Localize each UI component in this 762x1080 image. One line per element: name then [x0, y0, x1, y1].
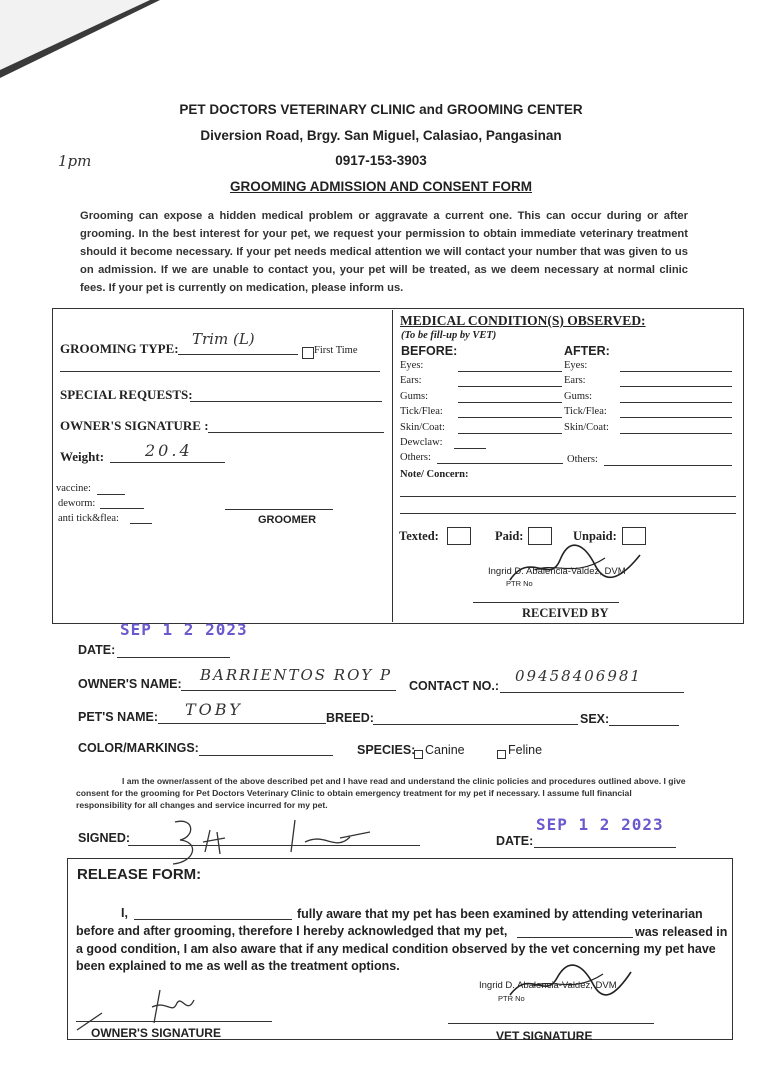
- medical-after-line[interactable]: [620, 386, 732, 387]
- medical-before-line[interactable]: [458, 433, 562, 434]
- release-text-2: before and after grooming, therefore I hereby acknowledged that my pet,: [76, 924, 508, 938]
- weight-value[interactable]: 20.4: [145, 441, 193, 460]
- release-i: I,: [121, 906, 128, 920]
- medical-before-line[interactable]: [458, 371, 562, 372]
- box-divider: [392, 310, 393, 622]
- special-requests-line[interactable]: [190, 401, 382, 402]
- date-stamp-2: SEP 1 2 2023: [536, 815, 664, 834]
- release-title: RELEASE FORM:: [77, 866, 202, 883]
- owner-signature-label: OWNER'S SIGNATURE :: [60, 418, 209, 433]
- signed-label: SIGNED:: [78, 831, 131, 845]
- groomer-line[interactable]: [225, 509, 333, 510]
- vet-stamp-1-ptr: PTR No: [506, 579, 533, 588]
- pet-name-value[interactable]: TOBY: [185, 700, 243, 719]
- deworm-label: deworm:: [58, 498, 96, 509]
- first-time-checkbox[interactable]: [302, 344, 314, 362]
- contact-line: [500, 692, 684, 693]
- grooming-type-label: GROOMING TYPE:: [60, 341, 179, 356]
- owner-name-line: [181, 690, 396, 691]
- release-name-line[interactable]: [134, 919, 292, 920]
- medical-before-label: Skin/Coat:: [400, 422, 445, 433]
- sex-label: SEX:: [580, 712, 610, 726]
- medical-before-line[interactable]: [458, 386, 562, 387]
- feline-checkbox[interactable]: [497, 746, 506, 764]
- vet-stamp-2-name: Ingrid D. Abalencia-Valdez, DVM: [479, 980, 617, 991]
- canine-checkbox[interactable]: [414, 746, 423, 764]
- owner-name-label: OWNER'S NAME:: [78, 677, 182, 691]
- vet-stamp-2-ptr: PTR No: [498, 994, 525, 1003]
- signed-date-label: DATE:: [496, 834, 534, 848]
- grooming-extra-line: [60, 371, 380, 372]
- medical-before-line[interactable]: [458, 402, 562, 403]
- date-line[interactable]: [117, 657, 230, 658]
- pet-name-line: [158, 723, 326, 724]
- first-time-label: First Time: [314, 345, 358, 356]
- vet-stamp-1-name: Ingrid D. Abalencia-Valdez, DVM: [488, 566, 626, 577]
- species-label: SPECIES:: [357, 743, 416, 757]
- feline-label: Feline: [508, 743, 543, 757]
- clinic-phone: 0917-153-3903: [335, 153, 427, 168]
- medical-before-label: Eyes:: [400, 360, 424, 371]
- clinic-address: Diversion Road, Brgy. San Miguel, Calasiao, Pangasinan: [200, 128, 562, 143]
- texted-label: Texted:: [399, 529, 439, 543]
- note-label: Note/ Concern:: [400, 469, 469, 480]
- breed-line[interactable]: [373, 724, 578, 725]
- contact-value[interactable]: 09458406981: [515, 667, 642, 685]
- unpaid-label: Unpaid:: [573, 529, 617, 543]
- page-corner-fold: [0, 0, 150, 70]
- medical-after-label: Skin/Coat:: [564, 422, 609, 433]
- medical-after-line[interactable]: [620, 402, 732, 403]
- medical-before-line[interactable]: [458, 417, 562, 418]
- vaccine-label: vaccine:: [56, 483, 91, 494]
- note-line-1[interactable]: [400, 496, 736, 497]
- antitick-label: anti tick&flea:: [58, 513, 119, 524]
- medical-after-line[interactable]: [620, 371, 732, 372]
- paid-label: Paid:: [495, 529, 524, 543]
- antitick-line[interactable]: [130, 523, 152, 524]
- owner-name-value[interactable]: BARRIENTOS ROY P: [200, 666, 393, 684]
- signed-date-line[interactable]: [534, 847, 676, 848]
- weight-line: [110, 462, 225, 463]
- after-heading: AFTER:: [564, 344, 610, 358]
- medical-after-label: Eyes:: [564, 360, 588, 371]
- release-text-5: been explained to me as well as the treatment options.: [76, 959, 400, 973]
- clinic-name: PET DOCTORS VETERINARY CLINIC and GROOMING CENTER: [179, 102, 583, 117]
- sex-line[interactable]: [609, 725, 679, 726]
- groomer-label: GROOMER: [258, 514, 317, 526]
- special-requests-label: SPECIAL REQUESTS:: [60, 387, 193, 402]
- note-line-2[interactable]: [400, 513, 736, 514]
- others-after-label: Others:: [567, 454, 598, 465]
- date-stamp-1: SEP 1 2 2023: [120, 620, 248, 639]
- release-owner-sig-label: OWNER'S SIGNATURE: [91, 1026, 221, 1040]
- medical-before-label: Tick/Flea:: [400, 406, 443, 417]
- vaccine-line[interactable]: [97, 494, 125, 495]
- medical-subtitle: (To be fill-up by VET): [401, 330, 497, 341]
- medical-before-label: Gums:: [400, 391, 429, 402]
- dewclaw-line[interactable]: [454, 448, 486, 449]
- received-by-line[interactable]: [473, 602, 619, 603]
- grooming-type-value[interactable]: Trim (L): [192, 330, 255, 348]
- medical-after-label: Ears:: [564, 375, 586, 386]
- color-line[interactable]: [199, 755, 333, 756]
- release-pet-line[interactable]: [517, 937, 633, 938]
- medical-after-line[interactable]: [620, 417, 732, 418]
- grooming-type-line: [178, 354, 298, 355]
- release-vet-sig-line[interactable]: [448, 1023, 654, 1024]
- release-text-4: a good condition, I am also aware that if any medical condition observed by the vet concerning my pet have: [76, 942, 716, 956]
- dewclaw-label: Dewclaw:: [400, 437, 443, 448]
- before-heading: BEFORE:: [401, 344, 458, 358]
- medical-before-label: Ears:: [400, 375, 422, 386]
- pet-name-label: PET'S NAME:: [78, 710, 159, 724]
- release-owner-sig-line[interactable]: [76, 1021, 272, 1022]
- others-after-line[interactable]: [604, 465, 732, 466]
- texted-checkbox[interactable]: [447, 527, 471, 545]
- others-before-line[interactable]: [437, 463, 563, 464]
- release-vet-sig-label: VET SIGNATURE: [496, 1029, 593, 1043]
- contact-label: CONTACT NO.:: [409, 679, 500, 693]
- owner-signature-line[interactable]: [208, 432, 384, 433]
- weight-label: Weight:: [60, 449, 105, 464]
- consent-paragraph: I am the owner/assent of the above described pet and I have read and understand the clinic policies and procedures outlined above. I give consent for the grooming for Pet Doctors Veterinary Clinic to obtain emergency treatment for my pet if necessary. I assume full financial responsibility for all changes and service incurred for my pet.: [76, 776, 686, 810]
- date-label: DATE:: [78, 643, 116, 657]
- deworm-line[interactable]: [100, 508, 144, 509]
- color-label: COLOR/MARKINGS:: [78, 741, 199, 755]
- release-text-1: fully aware that my pet has been examined by attending veterinarian: [297, 907, 703, 921]
- received-by-label: RECEIVED BY: [522, 606, 609, 620]
- form-title: GROOMING ADMISSION AND CONSENT FORM: [230, 179, 532, 194]
- medical-after-label: Gums:: [564, 391, 593, 402]
- vet-signature-2: [505, 960, 635, 1005]
- margin-note: 1pm: [58, 152, 92, 170]
- intro-paragraph: Grooming can expose a hidden medical problem or aggravate a current one. This can occur during or after grooming. In the best interest for your pet, we request your permission to obtain immediate veterinary treatment should it become necessary. If your pet needs medical attention we will contact your number that was given to us on admission. If we are unable to contact you, your pet will be treated, as we deem necessary at normal clinic fees. If your pet is currently on medication, please inform us.: [80, 210, 688, 294]
- others-before-label: Others:: [400, 452, 431, 463]
- breed-label: BREED:: [326, 711, 374, 725]
- canine-label: Canine: [425, 743, 465, 757]
- vet-signature-1: [505, 540, 645, 592]
- medical-after-label: Tick/Flea:: [564, 406, 607, 417]
- release-text-3: was released in: [635, 925, 728, 939]
- medical-title: MEDICAL CONDITION(S) OBSERVED:: [400, 313, 646, 328]
- medical-after-line[interactable]: [620, 433, 732, 434]
